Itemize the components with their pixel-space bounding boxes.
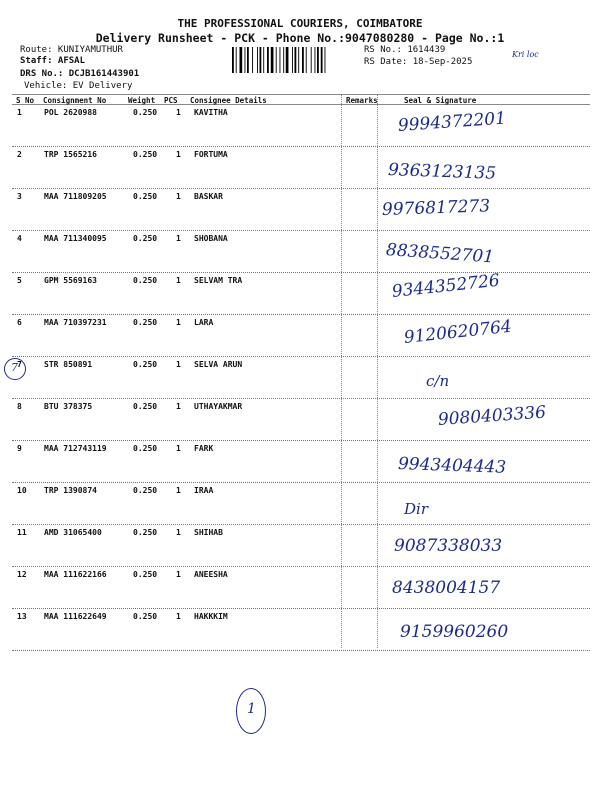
row-consignment: MAA 711809205 <box>44 192 107 201</box>
row-consignee: IRAA <box>194 486 214 495</box>
row-signature: 9120620764 <box>402 316 513 348</box>
row-weight: 0.250 <box>133 402 158 411</box>
row-consignment: AMD 31065400 <box>44 528 102 537</box>
row-separator <box>12 608 590 609</box>
row-separator <box>12 356 590 357</box>
row-separator <box>12 650 590 651</box>
row-pcs: 1 <box>176 612 181 621</box>
company-title: THE PROFESSIONAL COURIERS, COIMBATORE <box>177 17 423 30</box>
row-signature: 8838552701 <box>385 240 495 268</box>
row-consignee: SHIHAB <box>194 528 223 537</box>
row-weight: 0.250 <box>133 444 158 453</box>
row-signature: 9080403336 <box>437 402 547 430</box>
row-signature: 8438004157 <box>392 578 501 598</box>
runsheet-subtitle: Delivery Runsheet - PCK - Phone No.:9047080280 - Page No.:1 <box>95 31 505 45</box>
row-consignee: ANEESHA <box>194 570 228 579</box>
row-signature: 9976817273 <box>381 196 491 220</box>
row-separator <box>12 482 590 483</box>
row-separator <box>12 314 590 315</box>
row-consignee: SELVA ARUN <box>194 360 243 369</box>
row-sno: 7 <box>17 360 22 369</box>
row-separator <box>12 230 590 231</box>
row-pcs: 1 <box>176 444 181 453</box>
row-pcs: 1 <box>176 192 181 201</box>
drs-number: DRS No.: DCJB161443901 <box>20 69 140 79</box>
row-pcs: 1 <box>176 318 181 327</box>
row-weight: 0.250 <box>133 192 158 201</box>
row-separator <box>12 188 590 189</box>
row-consignee: SELVAM TRA <box>194 276 243 285</box>
row-pcs: 1 <box>176 402 181 411</box>
row-consignment: BTU 378375 <box>44 402 93 411</box>
row-weight: 0.250 <box>133 318 158 327</box>
row-signature: 9363123135 <box>387 160 497 184</box>
row-pcs: 1 <box>176 150 181 159</box>
row-consignee: LARA <box>194 318 214 327</box>
col-header-remarks: Remarks <box>346 96 378 105</box>
row-consignee: UTHAYAKMAR <box>194 402 243 411</box>
row-sno: 9 <box>17 444 22 453</box>
vehicle-label: Vehicle: EV Delivery <box>24 81 133 91</box>
row-separator <box>12 146 590 147</box>
drs-barcode <box>232 47 360 73</box>
route-label: Route: KUNIYAMUTHUR <box>20 45 123 55</box>
row-pcs: 1 <box>176 234 181 243</box>
row10-signature-scribble: Dir <box>404 500 428 518</box>
row-pcs: 1 <box>176 360 181 369</box>
row-weight: 0.250 <box>133 150 158 159</box>
col-header-weight: Weight <box>128 96 156 105</box>
row-signature: 9344352726 <box>390 270 501 302</box>
row-sno: 13 <box>17 612 27 621</box>
row-signature: 9087338033 <box>394 536 503 556</box>
row-sno: 5 <box>17 276 22 285</box>
row-consignee: KAVITHA <box>194 108 228 117</box>
row-consignment: MAA 111622649 <box>44 612 107 621</box>
row-weight: 0.250 <box>133 528 158 537</box>
row-weight: 0.250 <box>133 612 158 621</box>
row-consignment: MAA 711340095 <box>44 234 107 243</box>
table-top-rule <box>12 94 590 95</box>
col-header-consignment: Consignment No <box>43 96 107 105</box>
row-sno: 12 <box>17 570 27 579</box>
row-sno: 3 <box>17 192 22 201</box>
row-signature: 9994372201 <box>397 108 507 136</box>
row-separator <box>12 524 590 525</box>
col-header-consignee: Consignee Details <box>190 96 267 105</box>
row-consignment: TRP 1565216 <box>44 150 97 159</box>
row-sno: 6 <box>17 318 22 327</box>
row-pcs: 1 <box>176 276 181 285</box>
signature-divider <box>377 94 378 648</box>
row-separator <box>12 272 590 273</box>
row-weight: 0.250 <box>133 234 158 243</box>
row-consignment: GPM 5569163 <box>44 276 97 285</box>
row-sno: 10 <box>17 486 27 495</box>
bottom-circle-mark: 1 <box>236 688 266 734</box>
corner-handwritten-note: Kri loc <box>512 50 539 59</box>
row-pcs: 1 <box>176 570 181 579</box>
rs-date: RS Date: 18-Sep-2025 <box>364 57 473 67</box>
col-header-sno: S No <box>16 96 35 105</box>
row-sno: 4 <box>17 234 22 243</box>
row-consignee: FORTUMA <box>194 150 228 159</box>
staff-label: Staff: AFSAL <box>20 56 86 66</box>
row-separator <box>12 398 590 399</box>
row-pcs: 1 <box>176 528 181 537</box>
row-separator <box>12 440 590 441</box>
row-signature: c/n <box>426 372 450 390</box>
row-consignment: POL 2620988 <box>44 108 97 117</box>
row-consignee: SHOBANA <box>194 234 228 243</box>
rs-number: RS No.: 1614439 <box>364 45 446 55</box>
row-consignee: HAKKKIM <box>194 612 228 621</box>
row-pcs: 1 <box>176 108 181 117</box>
row-consignment: STR 850891 <box>44 360 93 369</box>
remarks-divider <box>341 94 342 648</box>
row-consignment: TRP 1390874 <box>44 486 97 495</box>
row-sno: 8 <box>17 402 22 411</box>
row-sno: 2 <box>17 150 22 159</box>
row-consignee: BASKAR <box>194 192 223 201</box>
row-separator <box>12 566 590 567</box>
row-weight: 0.250 <box>133 486 158 495</box>
row-sno: 1 <box>17 108 22 117</box>
row-pcs: 1 <box>176 486 181 495</box>
row-consignment: MAA 710397231 <box>44 318 107 327</box>
row-weight: 0.250 <box>133 360 158 369</box>
row-consignee: FARK <box>194 444 214 453</box>
row-weight: 0.250 <box>133 108 158 117</box>
col-header-signature: Seal & Signature <box>404 96 477 105</box>
row-signature: 9943404443 <box>397 454 507 478</box>
col-header-pcs: PCS <box>164 96 178 105</box>
row-weight: 0.250 <box>133 276 158 285</box>
row7-circle-mark: 7 <box>4 358 26 380</box>
row-sno: 11 <box>17 528 27 537</box>
row-signature: 9159960260 <box>400 622 509 642</box>
row-consignment: MAA 712743119 <box>44 444 107 453</box>
row-consignment: MAA 111622166 <box>44 570 107 579</box>
row-weight: 0.250 <box>133 570 158 579</box>
